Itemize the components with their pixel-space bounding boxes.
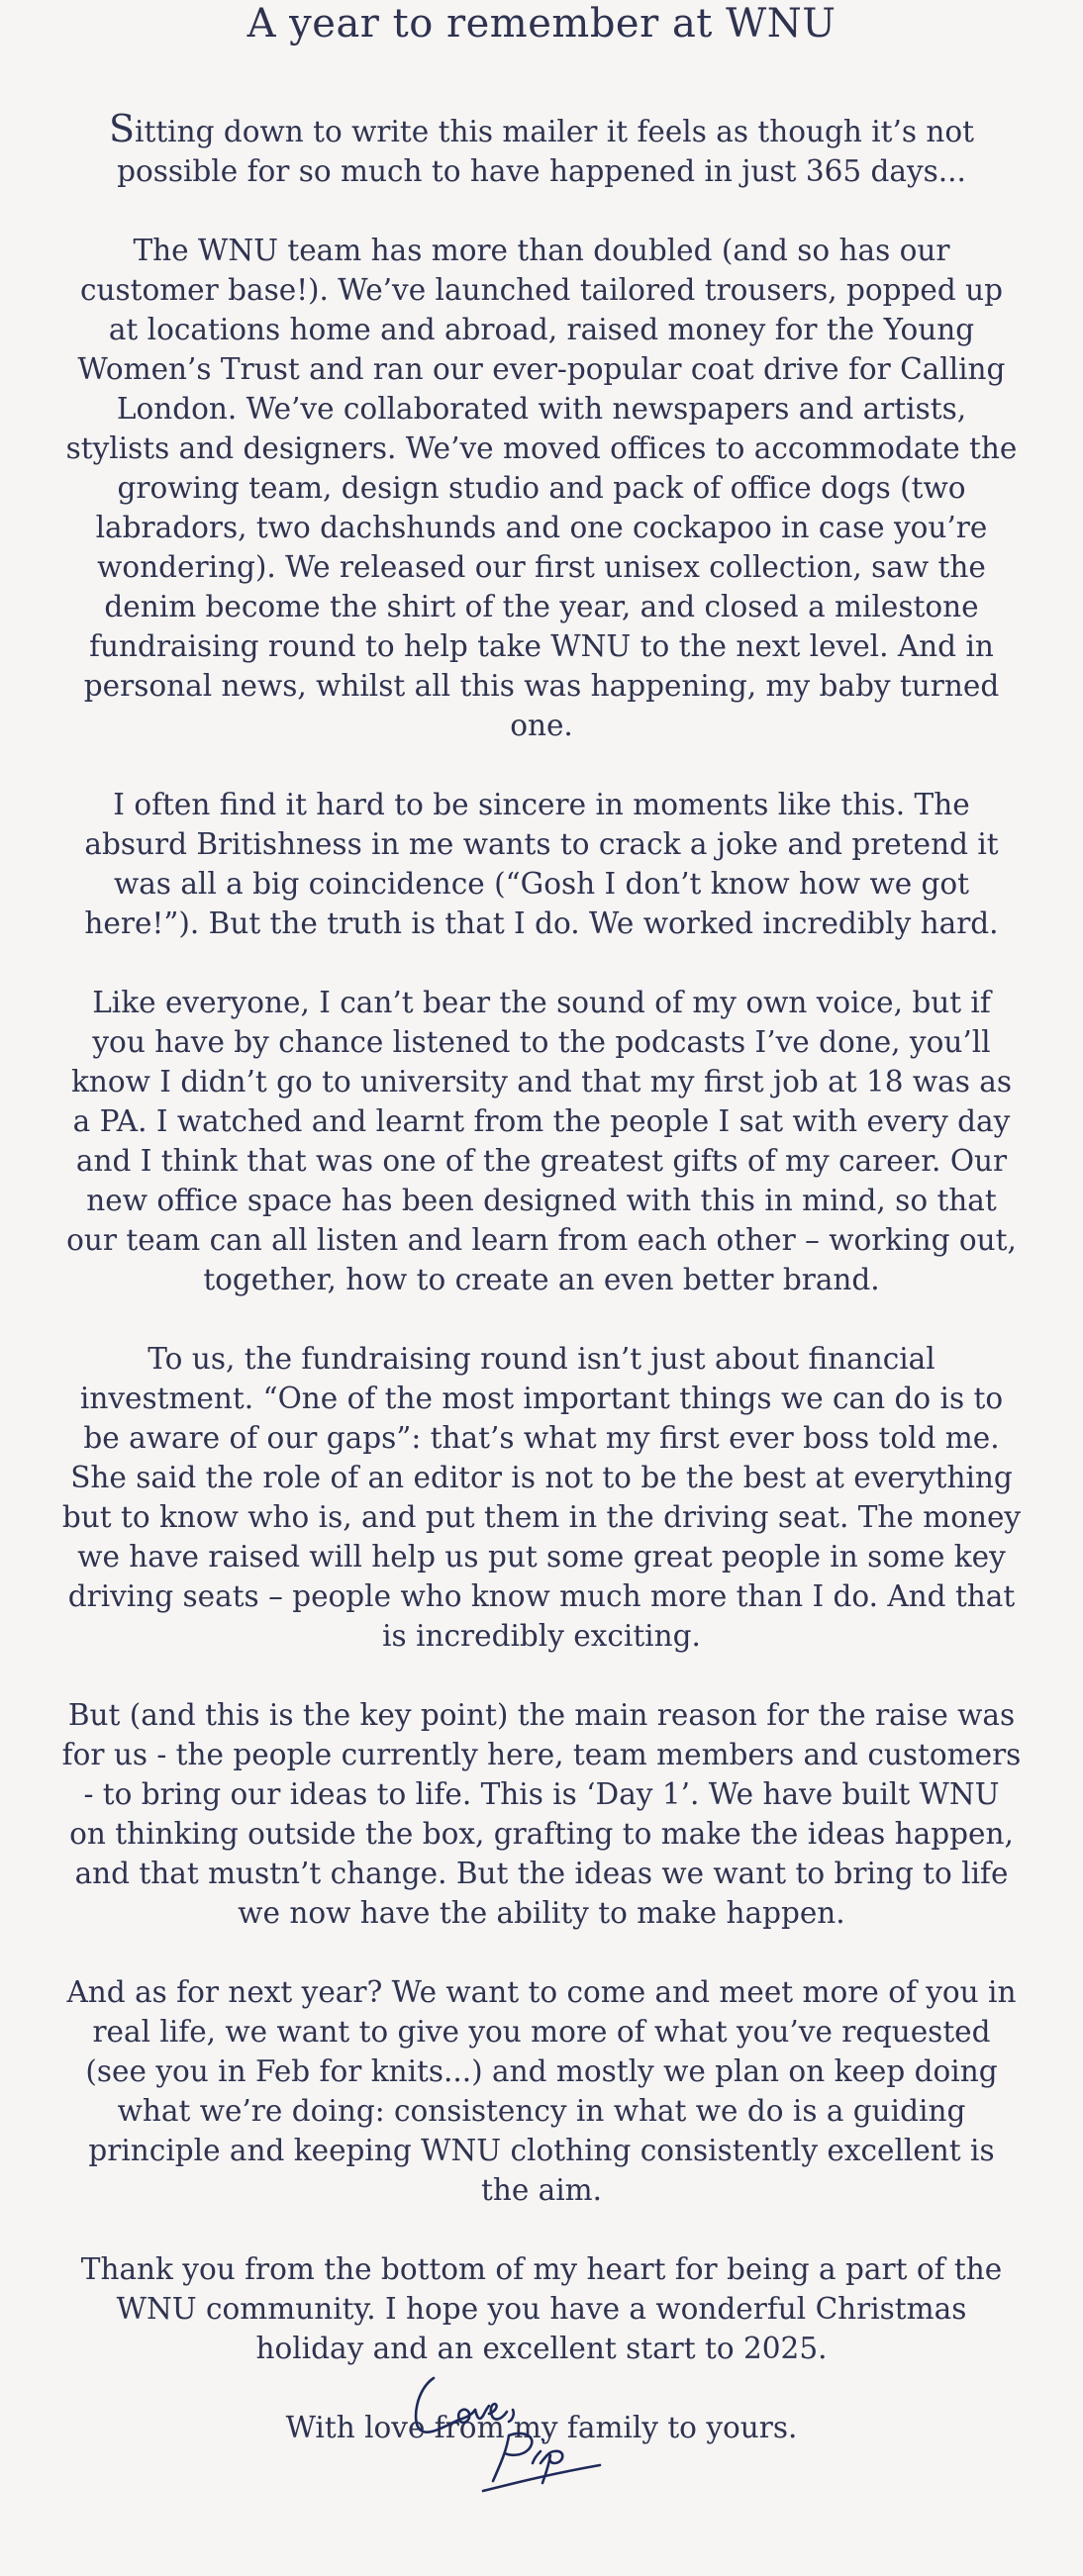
signature-love-comma [509, 2410, 514, 2422]
signature-underline [483, 2465, 600, 2491]
intro-text: itting down to write this mailer it feels as though it’s not possible for so much to have happened in just 365 days... [117, 115, 975, 188]
signature-pip-p2 [541, 2451, 562, 2483]
page-title: A year to remember at WNU [246, 1, 837, 47]
handwritten-signature [406, 2360, 634, 2519]
signature-love-e [489, 2404, 507, 2420]
letter-paragraph-intro [61, 109, 1022, 191]
letter-paragraph-thanks: Thank you from the bottom of my heart for being a part of the WNU community. I hope you have a wonderful Christmas holiday and an excellent start to 2025. [80, 2252, 1003, 2365]
signature-image [406, 2360, 634, 2519]
letter-paragraph-sincerity: I often find it hard to be sincere in moments like this. The absurd Britishness in me wants to crack a joke and pretend it was all a big coincidence (“Gosh I don’t know how we got here!”). But the truth is that I do. We worked incredibly hard. [84, 788, 999, 940]
signature-pip-p1 [493, 2433, 532, 2481]
signature-love-o [458, 2410, 475, 2423]
letter-paragraph-year-recap: The WNU team has more than doubled (and so has our customer base!). We’ve launched tailored trousers, popped up at locations home and abroad, raised money for the Young Women’s Trust and ran our ever-popular coat drive for Calling London. We’ve collaborated with newspapers and artists, stylists and designers. We’ve moved offices to accommodate the growing team, design studio and pack of office dogs (two labradors, two dachshunds and one cockapoo in case you’re wondering). We released our first unisex collection, saw the denim become the shirt of the year, and closed a milestone fundraising round to help take WNU to the next level. And in personal news, whilst all this was happening, my baby turned one. [65, 234, 1018, 742]
letter-paragraph-career: Like everyone, I can’t bear the sound of my own voice, but if you have by chance listened to the podcasts I’ve done, you’ll know I didn’t go to university and that my first job at 18 was as a PA. I watched and learnt from the people I sat with every day and I think that was one of the greatest gifts of my career. Our new office space has been designed with this in mind, so that our team can all listen and learn from each other – working out, together, how to create an even better brand. [66, 986, 1017, 1296]
letter-paragraph-fundraising: To us, the fundraising round isn’t just about financial investment. “One of the most important things we can do is to be aware of our gaps”: that’s what my first ever boss told me. She said the role of an editor is not to be the best at everything but to know who is, and put them in the driving seat. The money we have raised will help us put some great people in some key driving seats – people who know much more than I do. And that is incredibly exciting. [61, 1342, 1022, 1653]
signature-love-v [475, 2406, 489, 2419]
letter-paragraph-next-year: And as for next year? We want to come and meet more of you in real life, we want to give you more of what you’ve requested (see you in Feb for knits...) and mostly we plan on keep doing what we’re doing: consistency in what we do is a guiding principle and keeping WNU clothing consistently excellent is the aim. [66, 1975, 1017, 2207]
letter-paragraph-sign-off: With love from my family to yours. [285, 2411, 798, 2444]
letter-paragraph-day-one: But (and this is the key point) the main reason for the raise was for us - the people currently here, team members and customers - to bring our ideas to life. This is ‘Day 1’. We have built WNU on thinking outside the box, grafting to make the ideas happen, and that mustn’t change. But the ideas we want to bring to life we now have the ability to make happen. [61, 1698, 1022, 1930]
drop-cap: S [108, 107, 136, 150]
letter-body [61, 109, 1022, 2487]
signature-love-stroke [416, 2378, 459, 2433]
